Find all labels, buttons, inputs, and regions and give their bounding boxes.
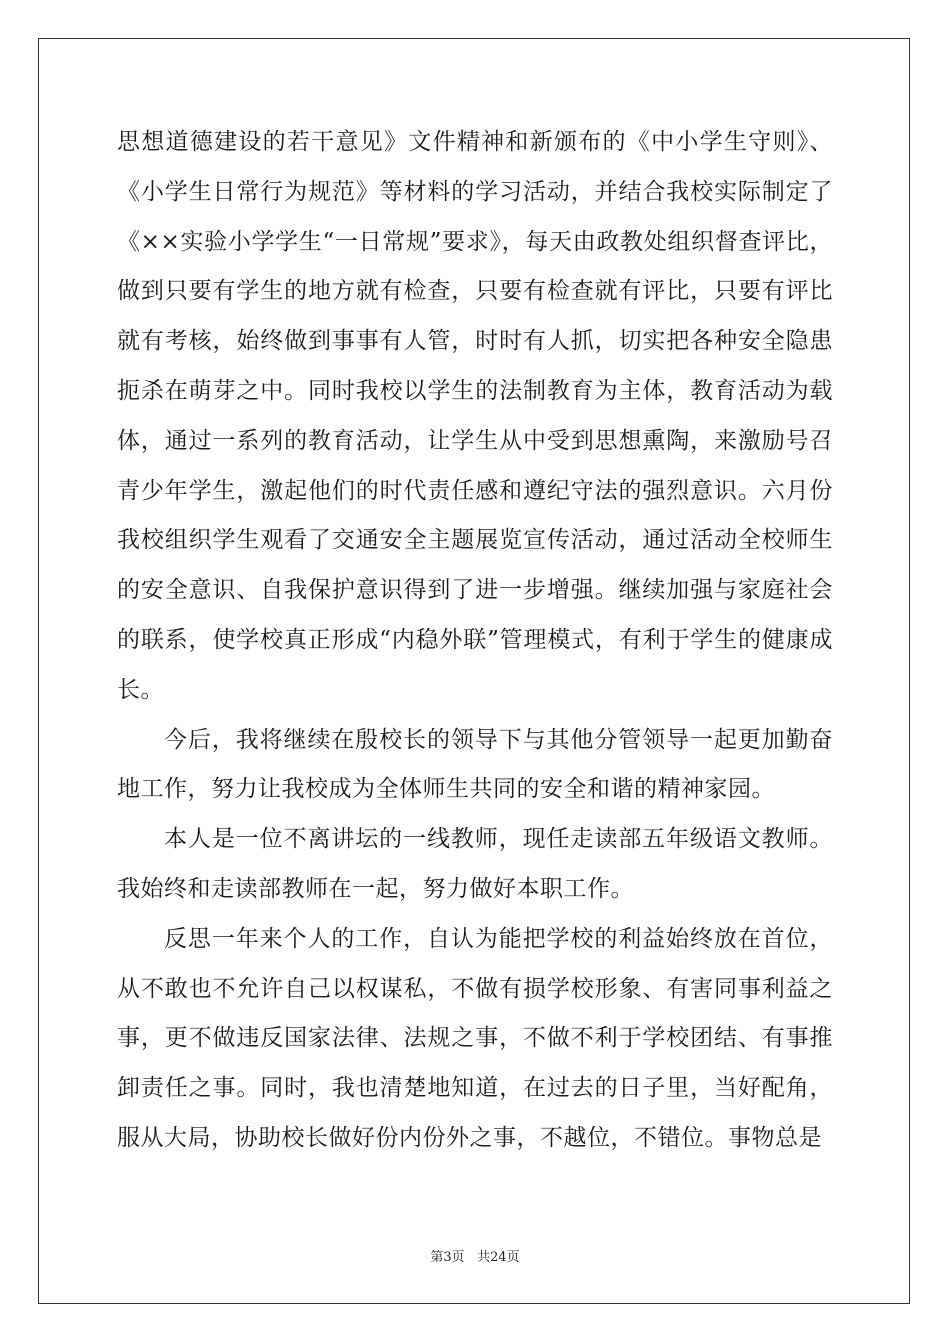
paragraph-4: 反思一年来个人的工作，自认为能把学校的利益始终放在首位，从不敢也不允许自己以权谋私，不做有损学校形象、有害同事利益之事，更不做违反国家法律、法规之事，不做不利于学校团结、有事推卸责任之事。同时，我也清楚地知道，在过去的日子里，当好配角，服从大局，协助校长做好份内份外之事，不越位，不错位。事物总是 — [117, 925, 833, 1151]
page-number: 第3页 — [430, 1250, 465, 1265]
paragraph-3: 本人是一位不离讲坛的一线教师，现任走读部五年级语文教师。我始终和走读部教师在一起，努力做好本职工作。 — [117, 826, 833, 902]
page-total: 共24页 — [477, 1250, 520, 1265]
paragraph-2: 今后，我将继续在殷校长的领导下与其他分管领导一起更加勤奋地工作，努力让我校成为全体师生共同的安全和谐的精神家园。 — [117, 726, 833, 803]
page-footer — [0, 1246, 950, 1265]
document-body — [117, 118, 833, 1164]
paragraph-1: 思想道德建设的若干意见》文件精神和新颁布的《中小学生守则》、《小学生日常行为规范》等材料的学习活动，并结合我校实际制定了《××实验小学学生“一日常规”要求》，每天由政教处组织督查评比，做到只要有学生的地方就有检查，只要有检查就有评比，只要有评比就有考核，始终做到事事有人管，时时有人抓，切实把各种安全隐患扼杀在萌芽之中。同时我校以学生的法制教育为主体，教育活动为载体，通过一系列的教育活动，让学生从中受到思想熏陶，来激励号召青少年学生，激起他们的时代责任感和遵纪守法的强烈意识。六月份我校组织学生观看了交通安全主题展览宣传活动，通过活动全校师生的安全意识、自我保护意识得到了进一步增强。继续加强与家庭社会的联系，使学校真正形成“内稳外联”管理模式，有利于学生的健康成长。 — [117, 129, 833, 703]
footer-gap — [465, 1250, 477, 1265]
